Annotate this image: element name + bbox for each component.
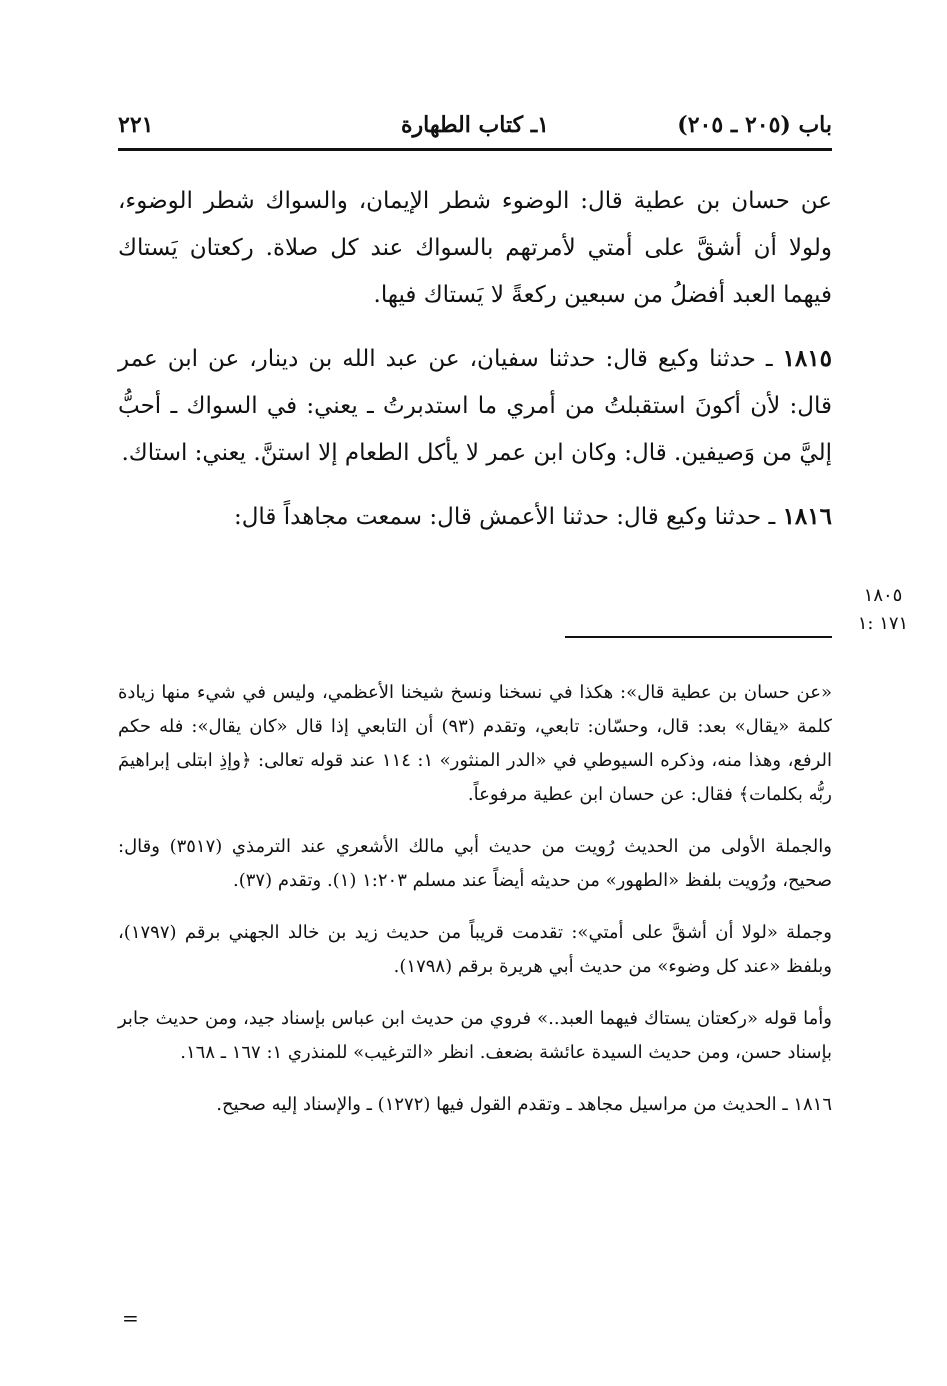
hadith-number: ١٨١٦: [782, 503, 832, 530]
hadith-text: ـ حدثنا وكيع قال: حدثنا سفيان، عن عبد الله بن دينار، عن ابن عمر قال: لأن أكونَ استقبلتُ من أمري ما استدبرتُ ـ يعني: في السواك ـ أحبُّ إليَّ من وَصيفين. قال: وكان ابن عمر لا يأكل الطعام إلا استنَّ. يعني: استاك.: [118, 346, 832, 466]
hadith-text: ـ حدثنا وكيع قال: حدثنا الأعمش قال: سمعت مجاهداً قال:: [233, 504, 783, 530]
hadith-number: ١٨١٥: [782, 345, 832, 372]
footnote: «عن حسان بن عطية قال»: هكذا في نسخنا ونسخ شيخنا الأعظمي، وليس في شيء منها زيادة كلمة «يقال» بعد: قال، وحسّان: تابعي، وتقدم (٩٣) أن التابعي إذا قال «كان يقال»: فله حكم الرفع، وهذا منه، وذكره السيوطي في «الدر المنثور» ١: ١١٤ عند قوله تعالى: ﴿وإذِ ابتلى إبراهيمَ ربُّه بكلمات﴾ فقال: عن حسان ابن عطية مرفوعاً.: [118, 682, 832, 805]
margin-references: [838, 582, 928, 638]
hadith-1815: [118, 335, 832, 477]
footnote-separator: [565, 636, 832, 638]
footnote: ١٨١٦ ـ الحديث من مراسيل مجاهد ـ وتقدم القول فيها (١٢٧٢) ـ والإسناد إليه صحيح.: [216, 1094, 832, 1115]
hadith-1816: [118, 493, 832, 541]
running-header: [118, 108, 832, 148]
margin-ref: ١٨٠٥: [863, 585, 903, 606]
header-divider: [118, 148, 832, 151]
continuation-mark: =: [122, 1306, 139, 1330]
footnote: والجملة الأولى من الحديث رُويت من حديث أبي مالك الأشعري عند الترمذي (٣٥١٧) وقال: صحيح، ورُويت بلفظ «الطهور» من حديثه أيضاً عند مسلم ١:٢٠٣ (١). وتقدم (٣٧).: [118, 836, 832, 891]
footnote: وجملة «لولا أن أشقَّ على أمتي»: تقدمت قريباً من حديث زيد بن خالد الجهني برقم (١٧٩٧)، وبلفظ «عند كل وضوء» من حديث أبي هريرة برقم (١٧٩٨).: [118, 922, 832, 977]
footnote: وأما قوله «ركعتان يستاك فيهما العبد..» فروي من حديث ابن عباس بإسناد جيد، ومن حديث جابر بإسناد حسن، ومن حديث السيدة عائشة بضعف. انظر «الترغيب» للمنذري ١: ١٦٧ ـ ١٦٨.: [118, 1008, 832, 1063]
book-title: ١ـ كتاب الطهارة: [401, 112, 549, 138]
footnotes: [118, 676, 832, 1140]
chapter-title: باب (٢٠٥ ـ ٢٠٥): [677, 112, 832, 138]
main-text: [118, 178, 832, 541]
page-number: ٢٢١: [118, 112, 154, 138]
paragraph-continuation: عن حسان بن عطية قال: الوضوء شطر الإيمان، والسواك شطر الوضوء، ولولا أن أشقَّ على أمتي لأمرتهم بالسواك عند كل صلاة. ركعتان يَستاك فيهما العبد أفضلُ من سبعين ركعةً لا يَستاك فيها.: [118, 188, 832, 308]
margin-ref: ١٧١ :١: [857, 613, 909, 634]
